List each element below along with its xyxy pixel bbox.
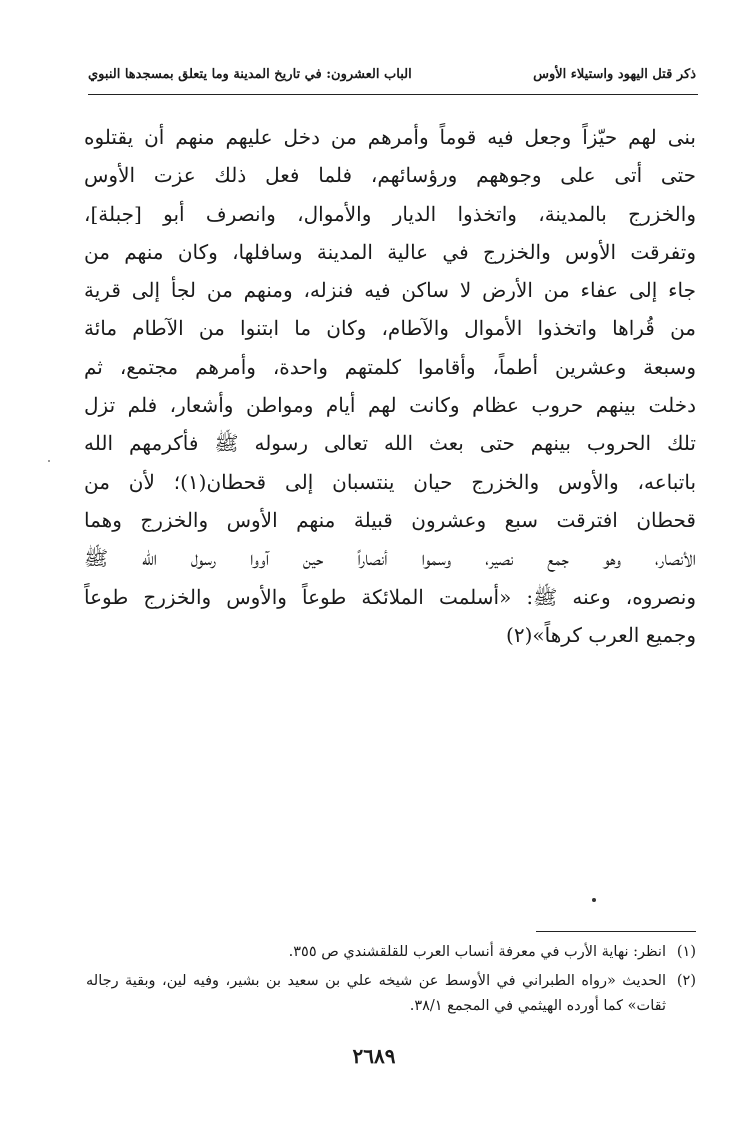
text-line: بنى لهم حيّزاً وجعل فيه قوماً وأمرهم من دخل عليهم منهم أن يقتلوه [84,125,696,149]
text-line: وتفرقت الأوس والخزرج في عالية المدينة وسافلها، وكان منهم من [84,239,696,264]
text-line: ونصروه، وعنه ﷺ: «أسلمت الملائكة طوعاً والأوس والخزرج طوعاً [84,584,696,609]
footnote-text: انظر: نهاية الأرب في معرفة أنساب العرب للقلقشندي ص ٣٥٥. [288,944,666,960]
text-line: من قُراها واتخذوا الأموال والآطام، وكان ما ابتنوا من الآطام مائة [84,316,696,341]
running-header [88,62,696,86]
header-chapter-title: ذكر قتل اليهود واستيلاء الأوس [533,66,696,82]
text-line: وسبعة وعشرين أطماً، وأقاموا كلمتهم واحدة، وأمرهم مجتمع، ثم [84,354,696,379]
scan-dot [592,898,596,902]
text-line: حتى أتى على وجوههم ورؤسائهم، فلما فعل ذلك عزت الأوس [84,163,696,188]
footnote-number: (١) [676,944,696,960]
text-line: تلك الحروب بينهم حتى بعث الله تعالى رسوله ﷺ فأكرمهم الله [84,431,696,456]
header-divider [88,94,698,95]
text-line: والخزرج بالمدينة، واتخذوا الديار والأموال، وانصرف أبو [جبلة]، [84,201,696,226]
text-line: جاء إلى عفاء من الأرض لا ساكن فيه فنزله، ومنهم من لجأ إلى قرية [84,278,696,303]
footnote-item [86,969,696,1019]
footnotes [86,940,696,1023]
text-line: قحطان افترقت سبع وعشرون قبيلة منهم الأوس والخزرج وهما [84,507,696,532]
page-number: ٢٦٨٩ [352,1044,396,1068]
text-line: دخلت بينهم حروب عظام وكانت لهم أيام ومواطن وأشعار، فلم تزل [84,393,696,418]
footnote-divider [536,931,696,932]
text-line: الأنصار، وهو جمع نصير، وسموا أنصاراً حين آووا رسول الله ﷺ [84,546,696,571]
main-text [84,118,696,654]
text-line: وجميع العرب كرهاً»(٢) [506,622,696,647]
text-line: باتباعه، والأوس والخزرج حيان ينتسبان إلى قحطان(١)؛ لأن من [84,469,696,494]
scan-mark [48,460,50,462]
footnote-item [86,940,696,965]
header-section-title: الباب العشرون: في تاريخ المدينة وما يتعلق بمسجدها النبوي [88,66,412,82]
footnote-number: (٢) [676,973,696,989]
footnote-text: الحديث «رواه الطبراني في الأوسط عن شيخه علي بن سعيد بن بشير، وفيه لين، وبقية رجاله ثقات» كما أورده الهيثمي في المجمع ٣٨/١. [86,973,666,1014]
